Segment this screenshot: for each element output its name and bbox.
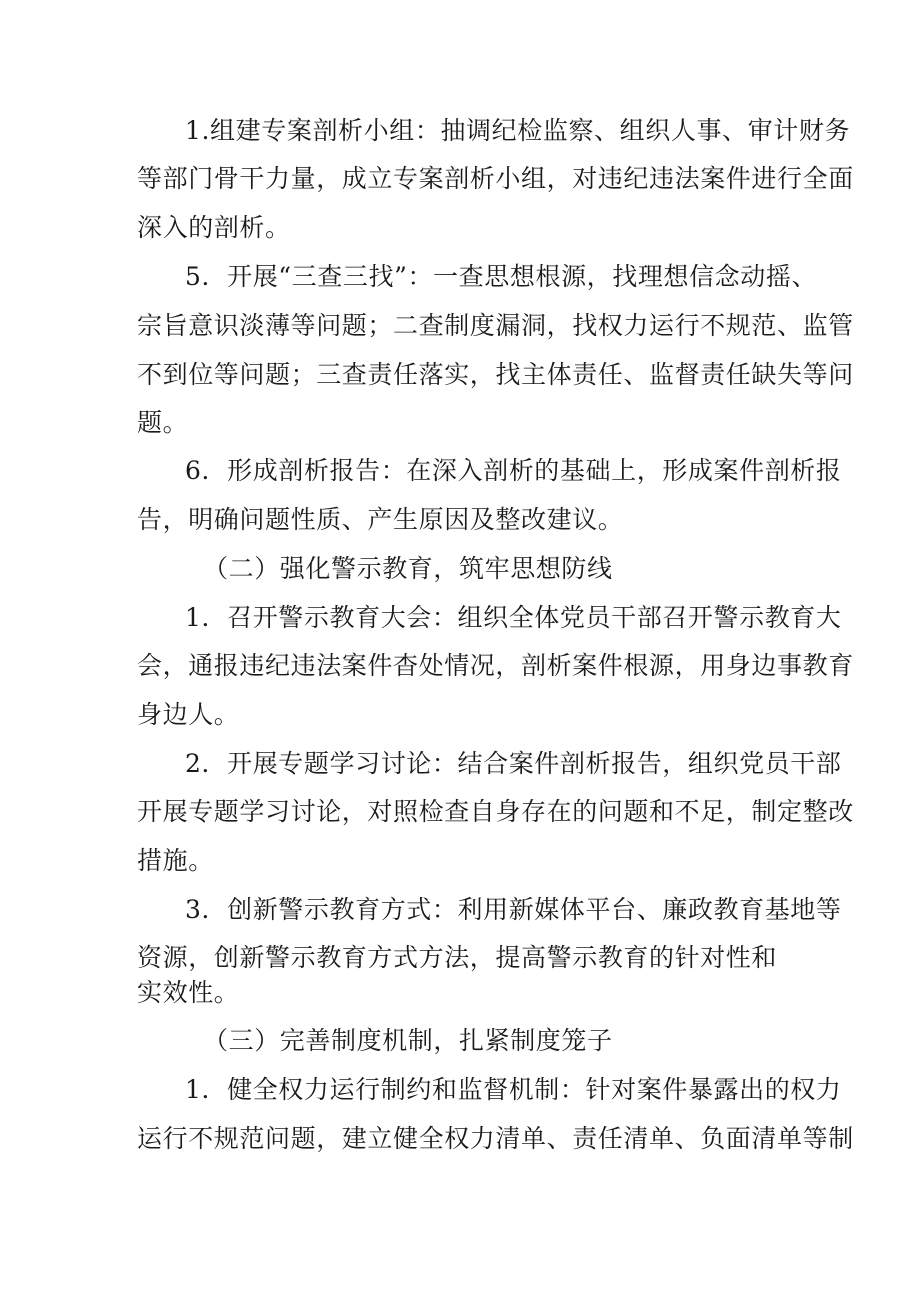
text-line: 3．创新警示教育方式：利用新媒体平台、廉政教育基地等 — [185, 895, 842, 924]
text-line: 宗旨意识淡薄等问题；二查制度漏洞，找权力运行不规范、监管 — [137, 311, 854, 340]
text-line: 6．形成剖析报告：在深入剖析的基础上，形成案件剖析报 — [185, 456, 842, 485]
text-line: 会，通报违纪违法案件杳处情况，剖析案件根源，用身边事教育 — [137, 651, 854, 680]
text-line: 等部门骨干力量，成立专案剖析小组，对违纪违法案件进行全面 — [137, 164, 854, 193]
text-line: 不到位等问题；三查责任落实，找主体责任、监督责任缺失等问 — [137, 360, 854, 389]
text-line: 题。 — [137, 408, 189, 437]
text-line: 深入的剖析。 — [137, 213, 291, 242]
text-line: 1．健全权力运行制约和监督机制：针对案件暴露出的权力 — [185, 1075, 842, 1104]
text-line: 1.组建专案剖析小组：抽调纪检监察、组织人事、审计财务 — [185, 116, 851, 145]
text-line: 开展专题学习讨论，对照检查自身存在的问题和不足，制定整改 — [137, 797, 854, 826]
text-line: 2．开展专题学习讨论：结合案件剖析报告，组织党员干部 — [185, 749, 842, 778]
text-line: 告，明确问题性质、产生原因及整改建议。 — [137, 505, 624, 534]
text-line: 1．召开警示教育大会：组织全体党员干部召开警示教育大 — [185, 603, 842, 632]
section-heading: （三）完善制度机制，扎紧制度笼子 — [203, 1026, 613, 1055]
text-line: 措施。 — [137, 846, 214, 875]
section-heading: （二）强化警示教育，筑牢思想防线 — [203, 554, 613, 583]
text-line: 5．开展“三查三找”：一查思想根源，找理想信念动摇、 — [185, 262, 818, 291]
text-line: 实效性。 — [137, 978, 240, 1007]
text-line: 资源，创新警示教育方式方法，提高警示教育的针对性和 — [137, 943, 778, 972]
text-line: 身边人。 — [137, 700, 240, 729]
text-line: 运行不规范问题，建立健全权力清单、责任清单、负面清单等制 — [137, 1124, 854, 1153]
